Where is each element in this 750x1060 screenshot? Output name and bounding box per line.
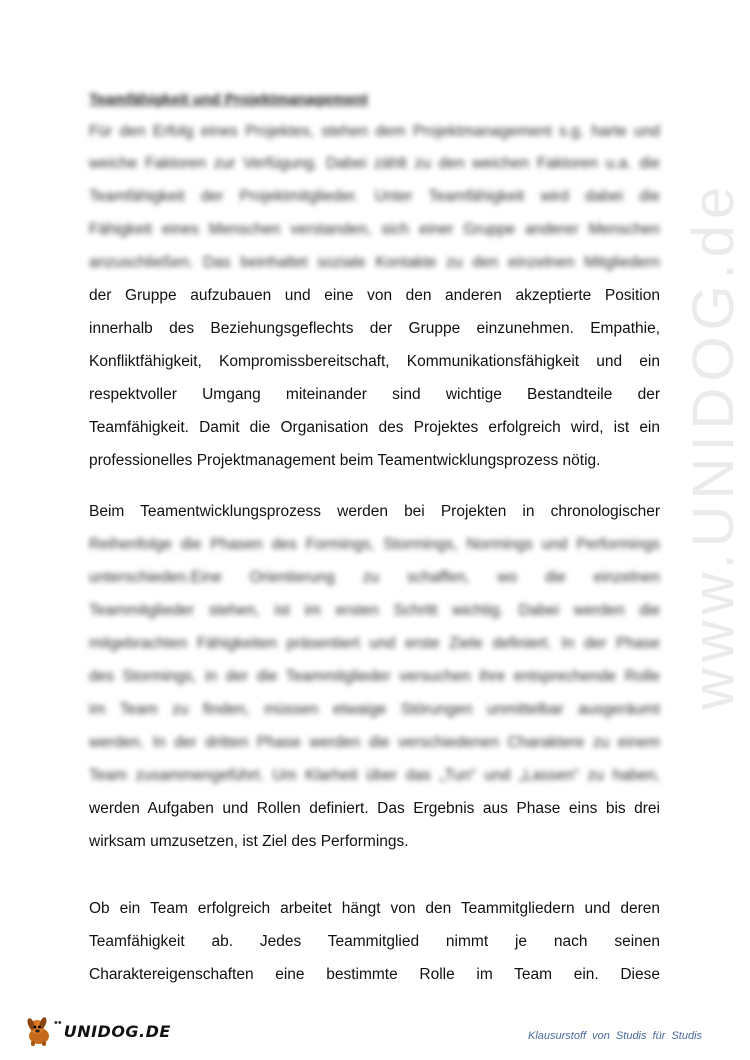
text-line: Konfliktfähigkeit, Kompromissbereitschaft, Kommunikationsfähigkeit und ein (89, 353, 660, 370)
text-line: werden. In der dritten Phase werden die verschiedenen Charaktere zu einem (89, 734, 660, 751)
text-line: Charaktereigenschaften eine bestimmte Rolle im Team ein. Diese (89, 966, 660, 983)
text-line: Reihenfolge die Phasen des Formings, Stormings, Normings und Performings (89, 536, 660, 553)
text-line: wirksam umzusetzen, ist Ziel des Performings. (89, 833, 409, 850)
text-line: innerhalb des Beziehungsgeflechts der Gruppe einzunehmen. Empathie, (89, 320, 660, 337)
text-line: unterschieden.Eine Orientierung zu schaffen, wo die einzelnen (89, 569, 660, 586)
paw-icon: •• (54, 1017, 62, 1029)
text-line: der Gruppe aufzubauen und eine von den anderen akzeptierte Position (89, 287, 660, 304)
text-line: respektvoller Umgang miteinander sind wichtige Bestandteile der (89, 386, 660, 403)
text-line: mitgebrachten Fähigkeiten präsentiert und erste Ziele definiert. In der Phase (89, 635, 660, 652)
watermark: www.UNIDOG.de (681, 180, 746, 710)
text-line: Beim Teamentwicklungsprozess werden bei Projekten in chronologischer (89, 503, 660, 520)
text-line: Teamfähigkeit ab. Jedes Teammitglied nimmt je nach seinen (89, 933, 660, 950)
text-line: professionelles Projektmanagement beim Teamentwicklungsprozess nötig. (89, 452, 601, 469)
text-line: weiche Faktoren zur Verfügung. Dabei zählt zu den weichen Faktoren u.a. die (89, 155, 660, 172)
text-line: Teammitglieder stehen, ist im ersten Schritt wichtig. Dabei werden die (89, 602, 660, 619)
text-line: werden Aufgaben und Rollen definiert. Das Ergebnis aus Phase eins bis drei (89, 800, 660, 817)
text-line: Team zusammengeführt. Um Klarheit über das „Tun“ und „Lassen“ zu haben, (89, 767, 660, 784)
logo-text: UNIDOG.DE (63, 1021, 171, 1041)
text-line: Fähigkeit eines Menschen verstanden, sich einer Gruppe anderer Menschen (89, 221, 660, 238)
text-line: Für den Erfolg eines Projektes, stehen dem Projektmanagement s.g. harte und (89, 123, 660, 140)
text-line: Teamfähigkeit. Damit die Organisation des Projektes erfolgreich wird, ist ein (89, 419, 660, 436)
text-line: anzuschließen. Das beinhaltet soziale Kontakte zu den einzelnen Mitgliedern (89, 254, 660, 271)
unidog-logo (22, 1014, 171, 1048)
text-line: Ob ein Team erfolgreich arbeitet hängt von den Teammitgliedern und deren (89, 900, 660, 917)
dog-mascot-icon (22, 1014, 56, 1048)
text-line: im Team zu finden, müssen etwaige Störungen unmittelbar ausgeräumt (89, 701, 660, 718)
document-title: Teamfähigkeit und Projektmanagement (89, 91, 368, 108)
footer-tagline: Klausurstoff von Studis für Studis (528, 1030, 703, 1042)
text-line: Teamfähigkeit der Projektmitglieder. Unter Teamfähigkeit wird dabei die (89, 188, 660, 205)
text-line: des Stormings, in der die Teammitglieder versuchen ihre entsprechende Rolle (89, 668, 660, 685)
